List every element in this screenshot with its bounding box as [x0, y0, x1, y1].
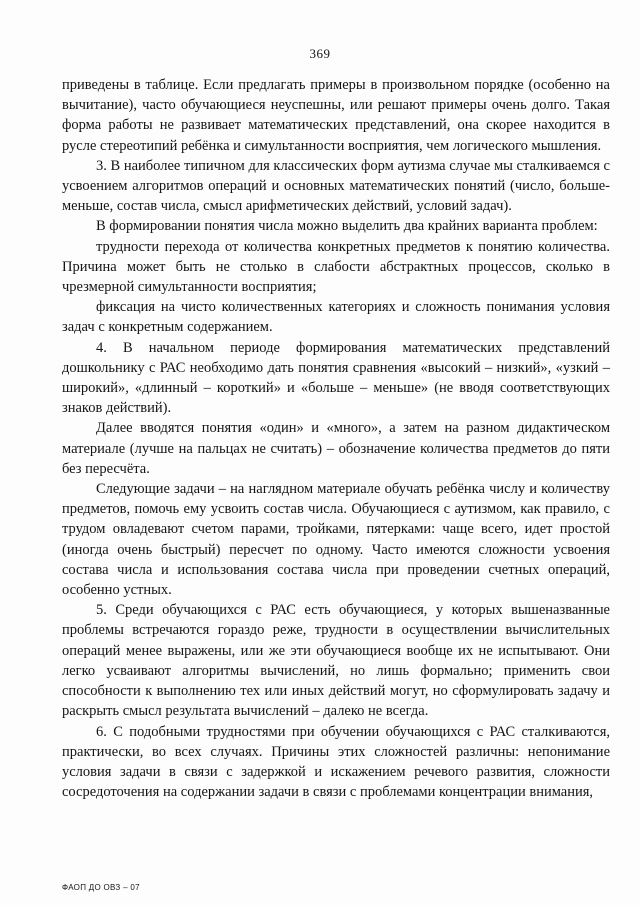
paragraph: Следующие задачи – на наглядном материале обучать ребёнка числу и количеству предметов, помочь ему усвоить состав числа. Обучающиеся с аутизмом, как правило, с трудом овладевают счетом парами, тройками, пятерками: чаще всего, идет простой (иногда очень быстрый) пересчет по одному. Часто имеются сложности усвоения состава числа и использования состава числа при проведении счетных операций, особенно устных. [62, 481, 610, 599]
paragraph: 3. В наиболее типичном для классических форм аутизма случае мы сталкиваемся с усвоением алгоритмов операций и основных математических понятий (число, больше-меньше, состав числа, смысл арифметических действий, условий задач). [62, 157, 610, 215]
body-text [62, 75, 610, 802]
footer-label: ФАОП ДО ОВЗ – 07 [62, 883, 140, 892]
paragraph: В формировании понятия числа можно выделить два крайних варианта проблем: [96, 218, 598, 235]
paragraph: 5. Среди обучающихся с РАС есть обучающиеся, у которых вышеназванные проблемы встречаются гораздо реже, трудности в осуществлении вычислительных операций менее выражены, или же эти обучающиеся вообще их не испытывают. Они легко усваивают алгоритмы вычислений, но лишь формально; применить свои способности к выполнению тех или иных действий могут, но сформулировать задачу и раскрыть смысл результата вычислений – далеко не всегда. [62, 602, 610, 720]
paragraph: 6. С подобными трудностями при обучении обучающихся с РАС сталкиваются, практически, во всех случаях. Причины этих сложностей различны: непонимание условия задачи в связи с задержкой и искажением речевого развития, сложности сосредоточения на содержании задачи в связи с проблемами концентрации внимания, [62, 723, 610, 801]
list-item: фиксация на чисто количественных категориях и сложность понимания условия задач с конкретным содержанием. [62, 299, 610, 336]
paragraph: приведены в таблице. Если предлагать примеры в произвольном порядке (особенно на вычитание), часто обучающиеся неуспешны, или решают примеры очень долго. Такая форма работы не развивает математических представлений, она скорее находится в русле стереотипий ребёнка и симультанности восприятия, чем логического мышления. [62, 77, 610, 154]
paragraph: 4. В начальном периоде формирования математических представлений дошкольнику с РАС необходимо дать понятия сравнения «высокий – низкий», «узкий – широкий», «длинный – короткий» и «больше – меньше» (не вводя соответствующих знаков действий). [62, 339, 610, 417]
page-number: 369 [309, 46, 331, 61]
list-item: трудности перехода от количества конкретных предметов к понятию количества. Причина может быть не столько в слабости абстрактных процессов, сколько в чрезмерной симультанности восприятия; [62, 238, 610, 296]
paragraph: Далее вводятся понятия «один» и «много», а затем на разном дидактическом материале (лучше на пальцах не считать) – обозначение количества предметов до пяти без пересчёта. [62, 420, 610, 477]
